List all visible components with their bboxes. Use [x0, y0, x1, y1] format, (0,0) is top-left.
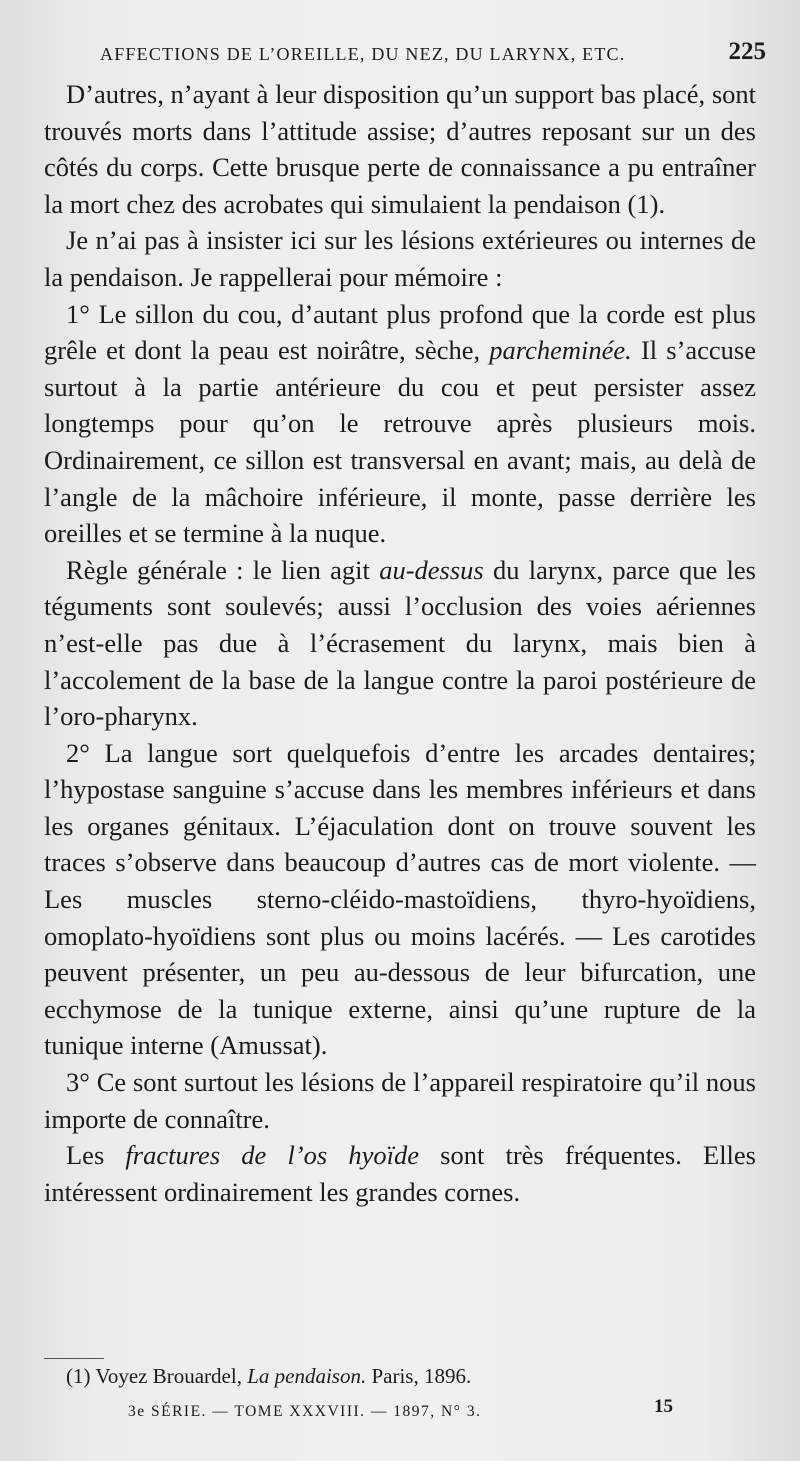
- paragraph: [44, 222, 756, 295]
- footnote-text-after: Paris, 1896.: [366, 1364, 472, 1388]
- text-segment: sont très fréquentes. Elles intéressent ordinairement les grandes cornes.: [44, 1140, 756, 1207]
- paragraph: [44, 76, 756, 222]
- italic-text: fractures de l’os hyoïde: [125, 1140, 419, 1171]
- text-segment: Règle générale : le lien agit: [66, 554, 380, 585]
- text-segment: Les: [66, 1140, 126, 1171]
- sheet-number: 15: [654, 1396, 673, 1417]
- footnote-title: La pendaison.: [247, 1364, 367, 1388]
- footnote-divider: [44, 1358, 104, 1359]
- text-segment: 3° Ce sont surtout les lésions de l’appareil respiratoire qu’il nous importe de connaître.: [44, 1067, 756, 1134]
- paragraph: [44, 1137, 756, 1210]
- text-segment: Il s’accuse surtout à la partie antérieure du cou et peut persister assez longtemps pour qu’on le retrouve après plusieurs mois. Ordinairement, ce sillon est transversal en avant; mais, au delà de l’angle de la mâchoire inférieure, il monte, passe derrière les oreilles et se termine à la nuque.: [44, 335, 757, 549]
- page-number: 225: [728, 38, 766, 65]
- paragraph: [44, 296, 756, 552]
- paragraph: [44, 735, 756, 1064]
- footnote-text-before: Voyez Brouardel,: [90, 1364, 248, 1388]
- text-segment: du larynx, parce que les téguments sont soulevés; aussi l’occlusion des voies aériennes n’est-elle pas due à l’écrasement du larynx, mais bien à l’accolement de la base de la langue contre la paroi postérieure de l’oro-pharynx.: [44, 554, 756, 732]
- running-title: AFFECTIONS DE L’OREILLE, DU NEZ, DU LARYNX, ETC.: [100, 44, 626, 64]
- paragraph: [44, 552, 756, 735]
- printer-signature: 3e SÉRIE. — TOME XXXVIII. — 1897, N° 3.: [128, 1403, 482, 1420]
- text-segment: Je n’ai pas à insister ici sur les lésions extérieures ou internes de la pendaison. Je rappellerai pour mémoire :: [44, 225, 756, 292]
- italic-text: au-dessus: [379, 554, 484, 585]
- body-text: [44, 76, 756, 1210]
- footnote-marker: (1): [66, 1364, 91, 1388]
- italic-text: parcheminée.: [489, 335, 632, 366]
- footnote: [66, 1364, 471, 1389]
- running-header: [100, 38, 766, 68]
- text-segment: D’autres, n’ayant à leur disposition qu’un support bas placé, sont trouvés morts dans l’attitude assise; d’autres reposant sur un des côtés du corps. Cette brusque perte de connaissance a pu entraîner la mort chez des acrobates qui simulaient la pendaison (1).: [44, 79, 756, 219]
- paragraph: [44, 1064, 756, 1137]
- text-segment: 2° La langue sort quelquefois d’entre les arcades dentaires; l’hypostase sanguine s’accuse dans les membres inférieurs et dans les organes génitaux. L’éjaculation dont on trouve souvent les traces s’observe dans beaucoup d’autres cas de mort violente. — Les muscles sterno-cléido-mastoïdiens, thyro-hyoïdiens, omoplato-hyoïdiens sont plus ou moins lacérés. — Les carotides peuvent présenter, un peu au-dessous de leur bifurcation, une ecchymose de la tunique externe, ainsi qu’une rupture de la tunique interne (Amussat).: [44, 737, 756, 1061]
- text-segment: 1° Le sillon du cou, d’autant plus profond que la corde est plus grêle et dont la peau est noirâtre, sèche,: [44, 298, 756, 366]
